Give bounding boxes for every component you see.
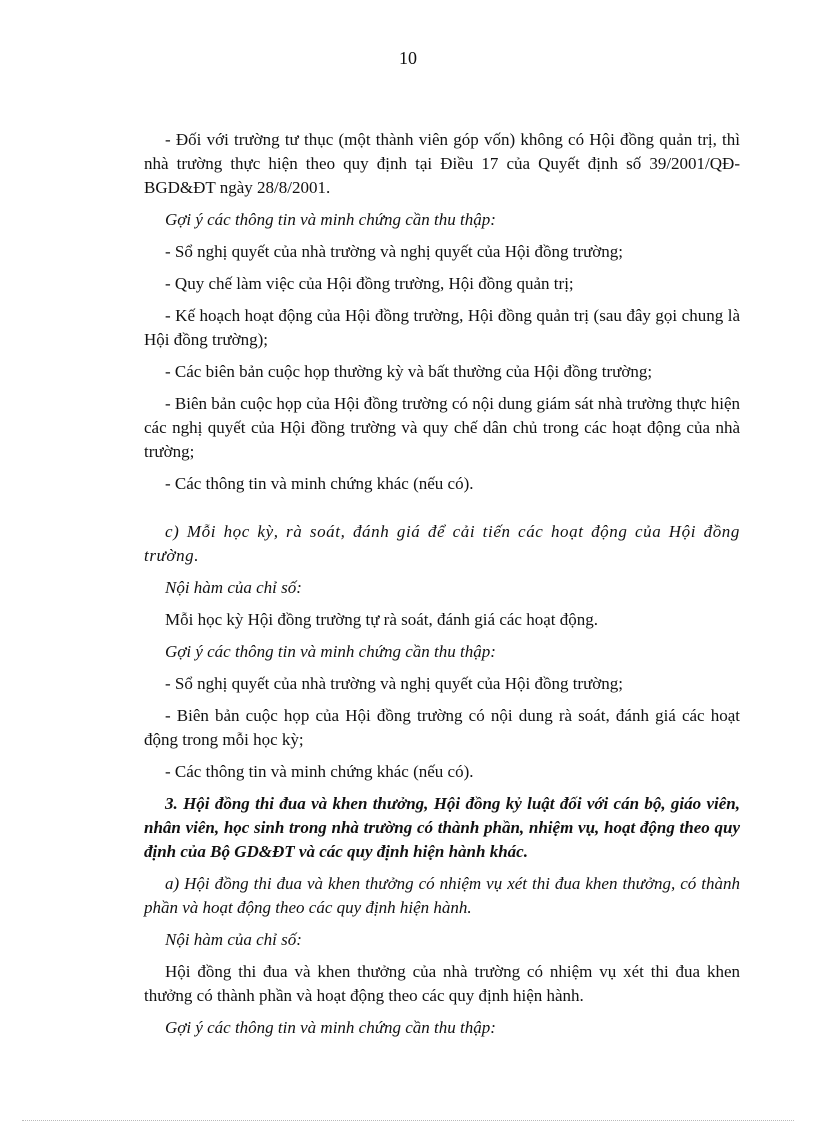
evidence-hint-heading: Gợi ý các thông tin và minh chứng cần thu thập:: [165, 1018, 496, 1037]
indicator-meaning-heading: Nội hàm của chỉ số:: [165, 578, 302, 597]
list-item: - Sổ nghị quyết của nhà trường và nghị quyết của Hội đồng trường;: [165, 674, 624, 693]
list-item: - Các thông tin và minh chứng khác (nếu có).: [165, 762, 474, 781]
list-item: - Các biên bản cuộc họp thường kỳ và bất thường của Hội đồng trường;: [165, 362, 653, 381]
list-item: - Sổ nghị quyết của nhà trường và nghị quyết của Hội đồng trường;: [165, 242, 624, 261]
list-item: - Biên bản cuộc họp của Hội đồng trường có nội dung rà soát, đánh giá các hoạt động trong mỗi học kỳ;: [144, 706, 740, 749]
criterion-a-heading: a) Hội đồng thi đua và khen thưởng có nhiệm vụ xét thi đua khen thưởng, có thành phần và hoạt động theo các quy định hiện hành.: [144, 874, 740, 917]
indicator-meaning-text: Mỗi học kỳ Hội đồng trường tự rà soát, đánh giá các hoạt động.: [165, 610, 598, 629]
list-item: - Kế hoạch hoạt động của Hội đồng trường, Hội đồng quản trị (sau đây gọi chung là Hội đồng trường);: [144, 306, 740, 349]
paragraph-private-school-rule: - Đối với trường tư thục (một thành viên góp vốn) không có Hội đồng quản trị, thì nhà trường thực hiện theo quy định tại Điều 17 của Quyết định số 39/2001/QĐ-BGD&ĐT ngày 28/8/2001.: [144, 130, 740, 197]
criterion-c-heading: c) Mỗi học kỳ, rà soát, đánh giá để cải tiến các hoạt động của Hội đồng trường.: [144, 522, 740, 565]
list-item: - Biên bản cuộc họp của Hội đồng trường có nội dung giám sát nhà trường thực hiện các nghị quyết của Hội đồng trường và quy chế dân chủ trong các hoạt động của nhà trường;: [144, 394, 740, 461]
list-item: - Quy chế làm việc của Hội đồng trường, Hội đồng quản trị;: [165, 274, 574, 293]
indicator-meaning-text: Hội đồng thi đua và khen thưởng của nhà trường có nhiệm vụ xét thi đua khen thưởng có thành phần và hoạt động theo các quy định hiện hành.: [144, 962, 740, 1005]
evidence-hint-heading: Gợi ý các thông tin và minh chứng cần thu thập:: [165, 642, 496, 661]
evidence-hint-heading: Gợi ý các thông tin và minh chứng cần thu thập:: [165, 210, 496, 229]
page-number: 10: [399, 48, 417, 68]
standard-3-heading: 3. Hội đồng thi đua và khen thưởng, Hội đồng kỷ luật đối với cán bộ, giáo viên, nhân viên, học sinh trong nhà trường có thành phần, nhiệm vụ, hoạt động theo quy định của Bộ GD&ĐT và các quy định hiện hành khác.: [144, 794, 740, 861]
document-body: [144, 128, 740, 1048]
list-item: - Các thông tin và minh chứng khác (nếu có).: [165, 474, 474, 493]
indicator-meaning-heading: Nội hàm của chỉ số:: [165, 930, 302, 949]
page-bottom-divider: [22, 1120, 794, 1121]
